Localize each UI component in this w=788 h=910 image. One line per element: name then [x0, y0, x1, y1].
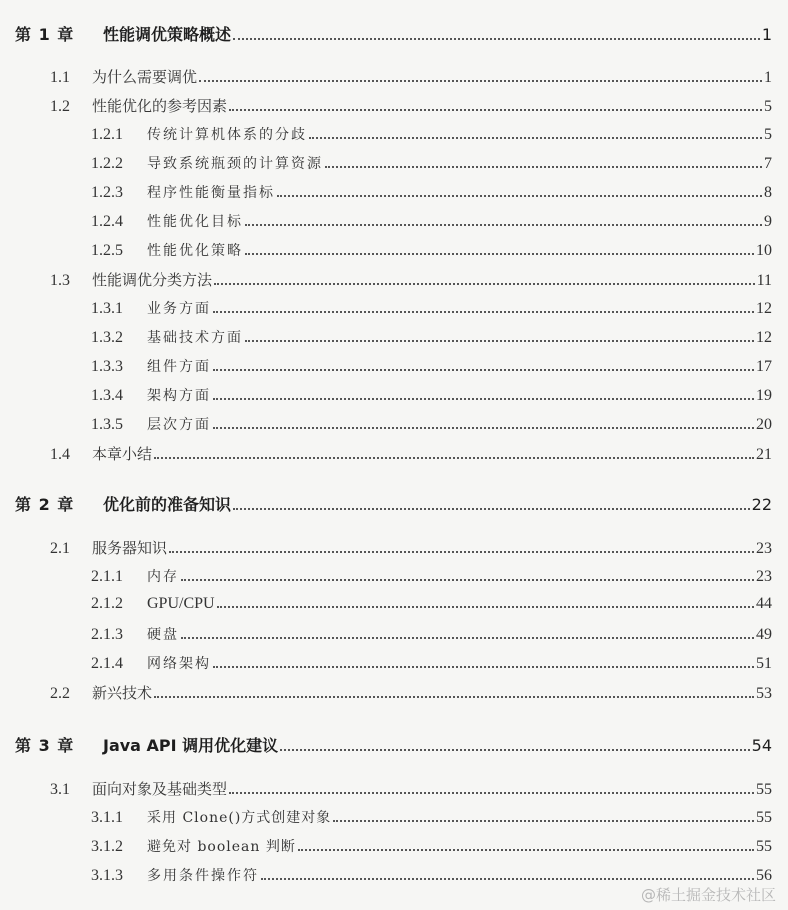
- subsection-number: 1.3.3: [91, 358, 123, 375]
- toc-chapter-2[interactable]: [15, 492, 772, 515]
- dot-leader: [181, 637, 754, 639]
- toc-subsection-1-3-5[interactable]: [91, 414, 772, 434]
- toc-subsection-1-2-1[interactable]: [91, 124, 772, 144]
- toc-subsection-1-3-1[interactable]: [91, 298, 772, 318]
- page-number: 49: [756, 626, 772, 643]
- dot-leader: [213, 311, 754, 313]
- chapter-number: 第 3 章: [15, 736, 75, 755]
- subsection-number: 1.2.2: [91, 155, 123, 172]
- page-number: 54: [751, 736, 772, 755]
- subsection-title: 性能优化策略: [147, 243, 243, 259]
- dot-leader: [233, 38, 760, 40]
- dot-leader: [169, 551, 754, 553]
- toc-subsection-1-2-5[interactable]: [91, 240, 772, 260]
- subsection-title: 架构方面: [147, 388, 211, 404]
- section-number: 2.2: [50, 685, 70, 702]
- dot-leader: [309, 137, 762, 139]
- subsection-number: 1.2.1: [91, 126, 123, 143]
- toc-section-3-1[interactable]: [50, 778, 772, 799]
- dot-leader: [245, 253, 754, 255]
- dot-leader: [213, 427, 754, 429]
- toc-subsection-3-1-2[interactable]: [91, 836, 772, 856]
- page-number: 9: [764, 213, 772, 230]
- page-number: 10: [756, 242, 772, 259]
- page-number: 8: [764, 184, 772, 201]
- toc-subsection-2-1-1[interactable]: [91, 566, 772, 586]
- toc-subsection-1-3-4[interactable]: [91, 385, 772, 405]
- toc-section-1-1[interactable]: [50, 66, 772, 87]
- section-title: 面向对象及基础类型: [92, 780, 228, 798]
- dot-leader: [213, 369, 754, 371]
- toc-subsection-1-3-2[interactable]: [91, 327, 772, 347]
- subsection-title: 避免对 boolean 判断: [147, 839, 296, 855]
- section-number: 1.4: [50, 446, 70, 463]
- subsection-title: 采用 Clone()方式创建对象: [147, 810, 332, 826]
- section-title: 为什么需要调优: [92, 68, 198, 86]
- page-number: 5: [764, 98, 772, 115]
- chapter-title: 性能调优策略概述: [103, 25, 232, 44]
- subsection-number: 2.1.3: [91, 626, 123, 643]
- page-number: 12: [756, 300, 772, 317]
- dot-leader: [199, 80, 762, 82]
- toc-chapter-3[interactable]: [15, 733, 772, 756]
- dot-leader: [229, 109, 762, 111]
- toc-section-1-2[interactable]: [50, 95, 772, 116]
- chapter-number: 第 2 章: [15, 495, 75, 514]
- page-number: 55: [756, 809, 772, 826]
- subsection-number: 1.2.4: [91, 213, 123, 230]
- section-title: 本章小结: [92, 445, 153, 463]
- chapter-number: 第 1 章: [15, 25, 75, 44]
- dot-leader: [245, 340, 754, 342]
- toc-subsection-1-3-3[interactable]: [91, 356, 772, 376]
- page-number: 23: [756, 568, 772, 585]
- toc-subsection-2-1-3[interactable]: [91, 624, 772, 644]
- subsection-number: 2.1.1: [91, 568, 123, 585]
- page-number: 11: [756, 272, 772, 289]
- page-number: 53: [756, 685, 772, 702]
- section-title: 性能调优分类方法: [92, 271, 213, 289]
- subsection-title: 层次方面: [147, 417, 211, 433]
- subsection-number: 3.1.3: [91, 867, 123, 884]
- chapter-title: Java API 调用优化建议: [103, 736, 279, 755]
- dot-leader: [213, 398, 754, 400]
- subsection-number: 2.1.2: [91, 595, 123, 612]
- toc-subsection-1-2-4[interactable]: [91, 211, 772, 231]
- page-number: 22: [751, 495, 772, 514]
- subsection-number: 1.3.4: [91, 387, 123, 404]
- dot-leader: [154, 457, 754, 459]
- section-number: 1.3: [50, 272, 70, 289]
- toc-subsection-1-2-2[interactable]: [91, 153, 772, 173]
- page-number: 20: [756, 416, 772, 433]
- toc-section-1-4[interactable]: [50, 443, 772, 464]
- watermark: @稀土掘金技术社区: [640, 886, 776, 904]
- dot-leader: [325, 166, 762, 168]
- page-number: 55: [756, 781, 772, 798]
- page-number: 5: [764, 126, 772, 143]
- subsection-title: 硬盘: [147, 627, 179, 643]
- dot-leader: [214, 283, 755, 285]
- toc-subsection-3-1-1[interactable]: [91, 807, 772, 827]
- subsection-number: 2.1.4: [91, 655, 123, 672]
- page-number: 12: [756, 329, 772, 346]
- subsection-title: GPU/CPU: [147, 595, 215, 612]
- dot-leader: [229, 792, 754, 794]
- toc-section-2-2[interactable]: [50, 682, 772, 703]
- subsection-number: 3.1.2: [91, 838, 123, 855]
- toc-chapter-1[interactable]: [15, 22, 772, 45]
- dot-leader: [280, 749, 749, 751]
- section-title: 性能优化的参考因素: [92, 97, 228, 115]
- subsection-number: 1.2.3: [91, 184, 123, 201]
- page-number: 7: [764, 155, 772, 172]
- section-number: 1.1: [50, 69, 70, 86]
- page-number: 55: [756, 838, 772, 855]
- subsection-title: 性能优化目标: [147, 214, 243, 230]
- toc-subsection-3-1-3[interactable]: [91, 865, 772, 885]
- toc-subsection-1-2-3[interactable]: [91, 182, 772, 202]
- page-number: 17: [756, 358, 772, 375]
- subsection-title: 组件方面: [147, 359, 211, 375]
- dot-leader: [245, 224, 762, 226]
- subsection-title: 程序性能衡量指标: [147, 185, 275, 201]
- subsection-title: 多用条件操作符: [147, 868, 259, 884]
- subsection-title: 导致系统瓶颈的计算资源: [147, 156, 323, 172]
- subsection-title: 基础技术方面: [147, 330, 243, 346]
- dot-leader: [217, 606, 754, 608]
- subsection-number: 3.1.1: [91, 809, 123, 826]
- section-title: 新兴技术: [92, 684, 153, 702]
- dot-leader: [154, 696, 754, 698]
- page-number: 23: [756, 540, 772, 557]
- page-number: 19: [756, 387, 772, 404]
- dot-leader: [213, 666, 754, 668]
- toc-section-2-1[interactable]: [50, 537, 772, 558]
- toc-section-1-3[interactable]: [50, 269, 772, 290]
- subsection-number: 1.3.2: [91, 329, 123, 346]
- subsection-title: 内存: [147, 569, 179, 585]
- dot-leader: [298, 849, 754, 851]
- page-number: 21: [756, 446, 772, 463]
- section-number: 3.1: [50, 781, 70, 798]
- subsection-title: 业务方面: [147, 301, 211, 317]
- subsection-title: 传统计算机体系的分歧: [147, 127, 307, 143]
- page-number: 1: [761, 25, 772, 44]
- subsection-title: 网络架构: [147, 656, 211, 672]
- subsection-number: 1.3.1: [91, 300, 123, 317]
- toc-subsection-2-1-4[interactable]: [91, 653, 772, 673]
- section-number: 1.2: [50, 98, 70, 115]
- page-number: 51: [756, 655, 772, 672]
- subsection-number: 1.3.5: [91, 416, 123, 433]
- subsection-number: 1.2.5: [91, 242, 123, 259]
- dot-leader: [333, 820, 754, 822]
- toc-subsection-2-1-2[interactable]: [91, 595, 772, 613]
- dot-leader: [233, 508, 750, 510]
- chapter-title: 优化前的准备知识: [103, 495, 232, 514]
- section-title: 服务器知识: [92, 539, 168, 557]
- dot-leader: [181, 579, 754, 581]
- page-number: 56: [756, 867, 772, 884]
- dot-leader: [261, 878, 754, 880]
- page-number: 1: [764, 69, 772, 86]
- section-number: 2.1: [50, 540, 70, 557]
- page-number: 44: [756, 595, 772, 612]
- dot-leader: [277, 195, 762, 197]
